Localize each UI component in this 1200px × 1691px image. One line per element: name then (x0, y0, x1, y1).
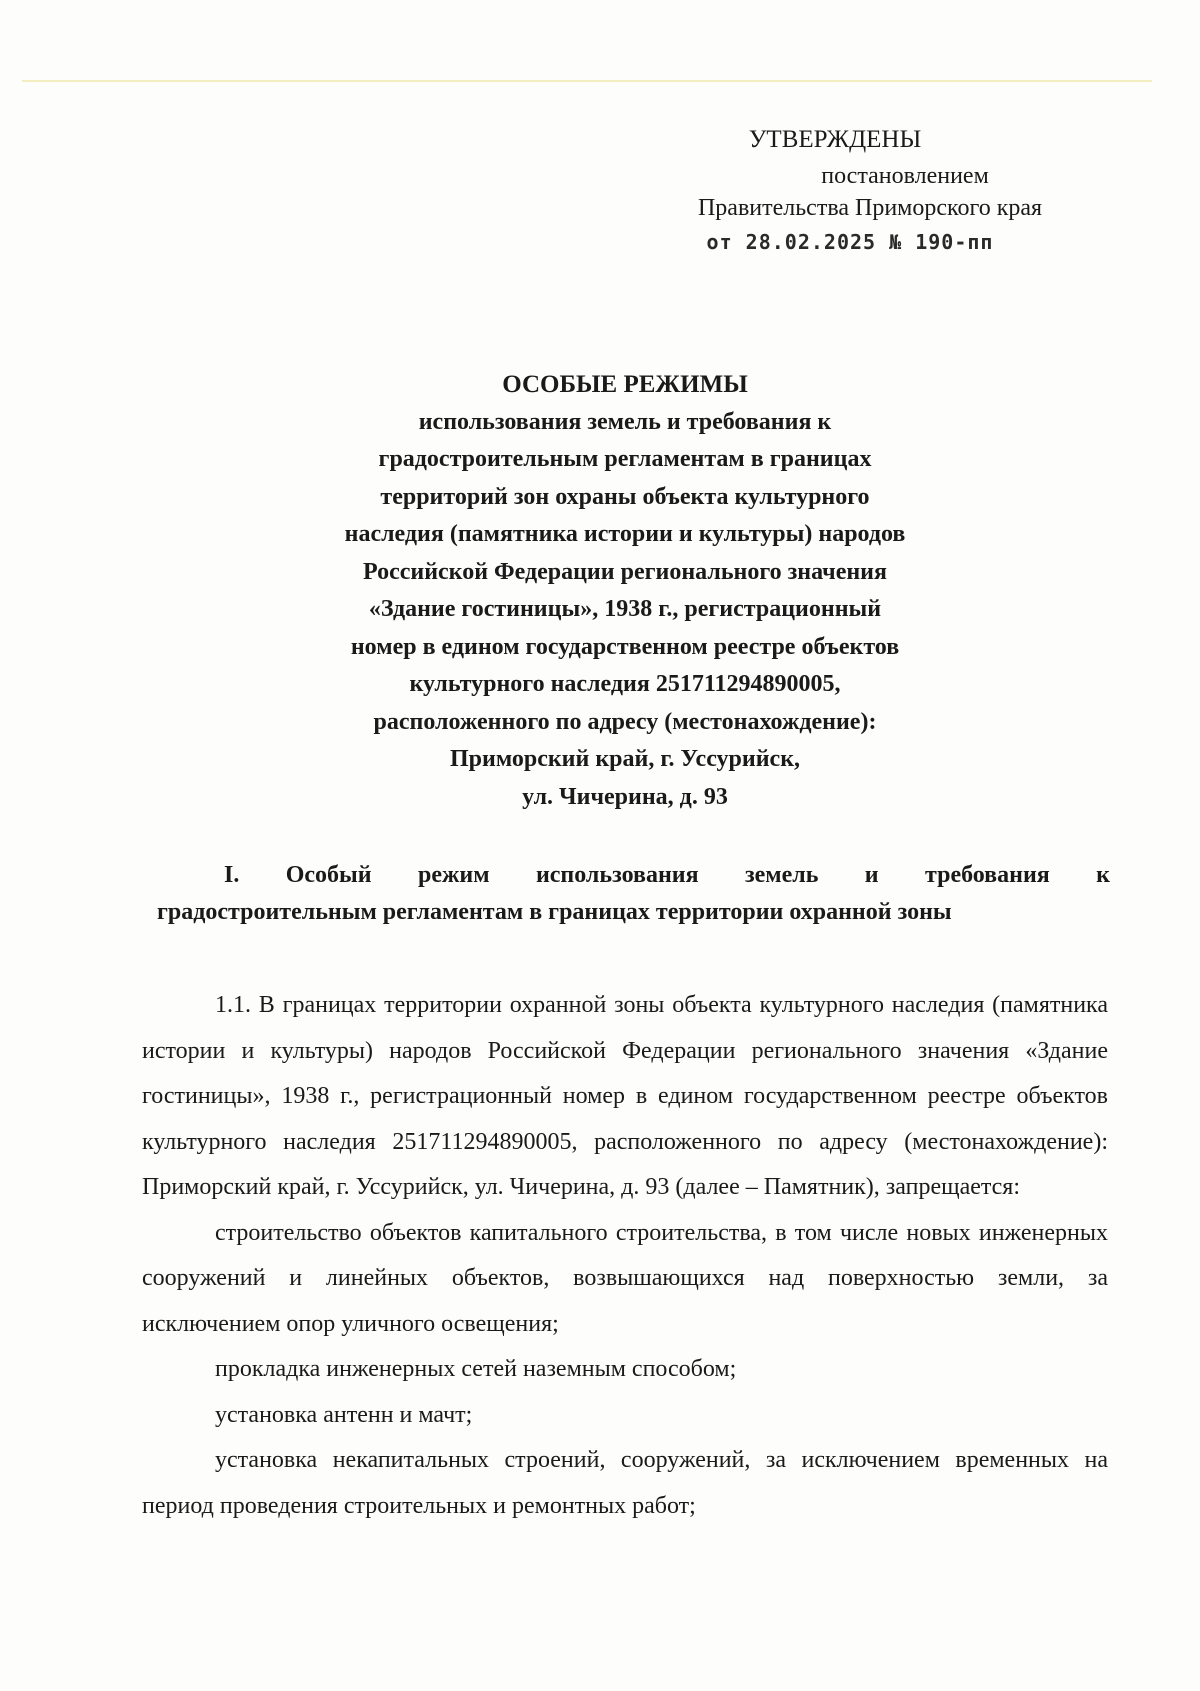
approval-title: УТВЕРЖДЕНЫ (748, 126, 922, 153)
approval-line-2: Правительства Приморского края (697, 195, 1043, 221)
document-title-line: Российской Федерации регионального значения (363, 558, 887, 585)
document-body (142, 983, 1108, 1529)
document-title (230, 366, 1020, 816)
document-title-line: «Здание гостиницы», 1938 г., регистрационный (368, 596, 882, 622)
paragraph: установка некапитальных строений, сооружений, за исключением временных на период проведения строительных и ремонтных работ; (142, 1447, 1108, 1519)
document-title-line: территорий зон охраны объекта культурного (380, 483, 870, 510)
document-title-main: ОСОБЫЕ РЕЖИМЫ (502, 371, 748, 398)
section-heading-line-2: градостроительным регламентам в границах территории охранной зоны (157, 899, 952, 925)
paragraph: прокладка инженерных сетей наземным способом; (215, 1356, 737, 1382)
document-title-line: градостроительным регламентам в границах (378, 446, 872, 472)
section-heading (140, 857, 1110, 931)
paragraph: строительство объектов капитального строительства, в том числе новых инженерных сооружений и линейных объектов, возвышающихся над поверхностью земли, за исключением опор уличного освещения; (142, 1219, 1108, 1337)
scan-edge-line (22, 80, 1152, 82)
document-title-line: культурного наследия 251711294890005, (409, 671, 841, 697)
document-title-line: использования земель и требования к (418, 408, 832, 435)
document-title-line: ул. Чичерина, д. 93 (522, 783, 728, 810)
approval-line-1: постановлением (821, 163, 989, 189)
approval-block (640, 126, 1100, 256)
document-title-line: Приморский край, г. Уссурийск, (449, 746, 801, 772)
approval-date-number-stamp: от 28.02.2025 № 190-пп (706, 230, 994, 254)
document-title-line: расположенного по адресу (местонахождение): (373, 708, 877, 735)
paragraph: установка антенн и мачт; (215, 1401, 473, 1428)
section-heading-line-1: I. Особый режим использования земель и требования к (224, 862, 1110, 888)
document-title-line: номер в едином государственном реестре объектов (350, 633, 900, 660)
paragraph: 1.1. В границах территории охранной зоны объекта культурного наследия (памятника истории и культуры) народов Российской Федерации регионального значения «Здание гостиницы», 1938 г., регистрационный номер в едином государственном реестре объектов культурного наследия 251711294890005, расположенного по адресу (местонахождение): Приморский край, г. Уссурийск, ул. Чичерина, д. 93 (далее – Памятник), запрещается: (142, 992, 1108, 1200)
document-title-line: наследия (памятника истории и культуры) народов (344, 521, 906, 547)
